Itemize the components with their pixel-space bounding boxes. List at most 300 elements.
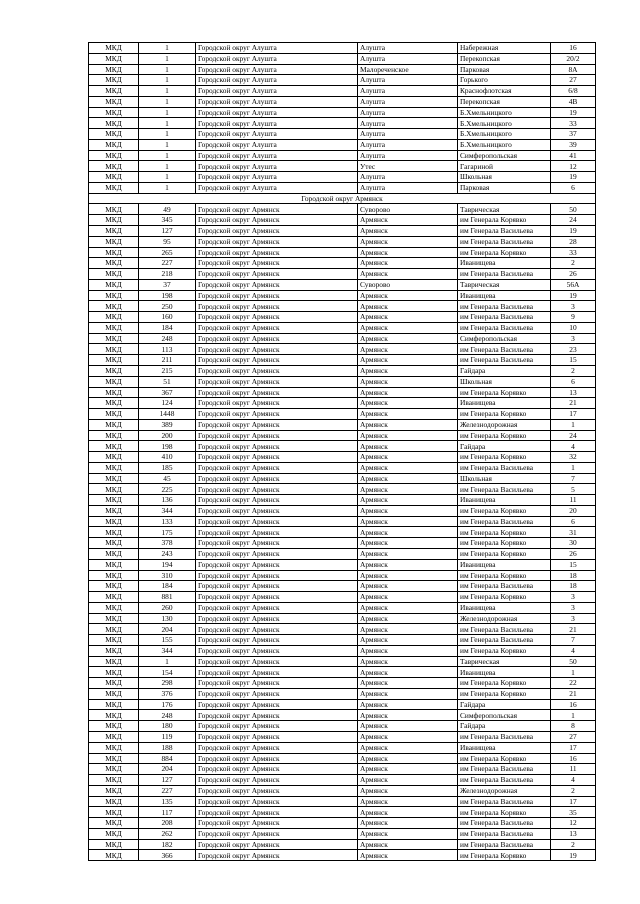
- district-cell: Городской округ Армянск: [196, 247, 358, 258]
- settlement-cell: Армянск: [358, 333, 458, 344]
- settlement-cell: Армянск: [358, 344, 458, 355]
- house-number-cell: 4: [551, 775, 596, 786]
- street-cell: Б.Хмельницкого: [458, 129, 551, 140]
- table-row: [89, 247, 596, 258]
- settlement-cell: Армянск: [358, 581, 458, 592]
- count-cell: 184: [139, 581, 196, 592]
- house-number-cell: 3: [551, 333, 596, 344]
- type-cell: МКД: [89, 581, 139, 592]
- count-cell: 155: [139, 635, 196, 646]
- table-row: [89, 355, 596, 366]
- settlement-cell: Армянск: [358, 678, 458, 689]
- count-cell: 1: [139, 86, 196, 97]
- table-row: [89, 753, 596, 764]
- street-cell: им Генерала Корявко: [458, 430, 551, 441]
- table-row: [89, 710, 596, 721]
- street-cell: Б.Хмельницкого: [458, 107, 551, 118]
- district-cell: Городской округ Армянск: [196, 527, 358, 538]
- table-row: [89, 441, 596, 452]
- district-cell: Городской округ Алушта: [196, 129, 358, 140]
- table-row: [89, 505, 596, 516]
- house-number-cell: 3: [551, 613, 596, 624]
- table-row: [89, 796, 596, 807]
- count-cell: 185: [139, 462, 196, 473]
- settlement-cell: Армянск: [358, 753, 458, 764]
- district-cell: Городской округ Армянск: [196, 495, 358, 506]
- table-row: [89, 118, 596, 129]
- house-number-cell: 12: [551, 161, 596, 172]
- count-cell: 135: [139, 796, 196, 807]
- count-cell: 344: [139, 645, 196, 656]
- count-cell: 204: [139, 624, 196, 635]
- street-cell: им Генерала Корявко: [458, 452, 551, 463]
- house-number-cell: 1: [551, 710, 596, 721]
- count-cell: 344: [139, 505, 196, 516]
- type-cell: МКД: [89, 172, 139, 183]
- table-row: [89, 624, 596, 635]
- house-number-cell: 16: [551, 43, 596, 54]
- table-row: [89, 139, 596, 150]
- street-cell: им Генерала Васильева: [458, 828, 551, 839]
- house-number-cell: 6: [551, 376, 596, 387]
- table-row: [89, 258, 596, 269]
- street-cell: им Генерала Корявко: [458, 645, 551, 656]
- street-cell: Перекопская: [458, 96, 551, 107]
- district-cell: Городской округ Армянск: [196, 785, 358, 796]
- type-cell: МКД: [89, 732, 139, 743]
- settlement-cell: Алушта: [358, 129, 458, 140]
- district-cell: Городской округ Армянск: [196, 624, 358, 635]
- settlement-cell: Армянск: [358, 699, 458, 710]
- settlement-cell: Армянск: [358, 807, 458, 818]
- district-cell: Городской округ Армянск: [196, 376, 358, 387]
- house-number-cell: 12: [551, 818, 596, 829]
- type-cell: МКД: [89, 236, 139, 247]
- type-cell: МКД: [89, 721, 139, 732]
- table-row: [89, 322, 596, 333]
- house-number-cell: 2: [551, 365, 596, 376]
- type-cell: МКД: [89, 484, 139, 495]
- type-cell: МКД: [89, 258, 139, 269]
- count-cell: 130: [139, 613, 196, 624]
- settlement-cell: Утес: [358, 161, 458, 172]
- house-number-cell: 18: [551, 570, 596, 581]
- type-cell: МКД: [89, 215, 139, 226]
- street-cell: Парковая: [458, 182, 551, 193]
- street-cell: им Генерала Васильева: [458, 796, 551, 807]
- street-cell: им Генерала Корявко: [458, 505, 551, 516]
- street-cell: Таврическая: [458, 279, 551, 290]
- table-row: [89, 462, 596, 473]
- settlement-cell: Армянск: [358, 247, 458, 258]
- count-cell: 1: [139, 96, 196, 107]
- district-cell: Городской округ Армянск: [196, 839, 358, 850]
- settlement-cell: Армянск: [358, 376, 458, 387]
- house-number-cell: 19: [551, 107, 596, 118]
- table-row: [89, 452, 596, 463]
- settlement-cell: Армянск: [358, 505, 458, 516]
- house-number-cell: 24: [551, 430, 596, 441]
- settlement-cell: Армянск: [358, 624, 458, 635]
- street-cell: Таврическая: [458, 204, 551, 215]
- house-number-cell: 26: [551, 269, 596, 280]
- house-number-cell: 50: [551, 656, 596, 667]
- type-cell: МКД: [89, 667, 139, 678]
- settlement-cell: Армянск: [358, 290, 458, 301]
- settlement-cell: Армянск: [358, 355, 458, 366]
- district-cell: Городской округ Армянск: [196, 322, 358, 333]
- type-cell: МКД: [89, 322, 139, 333]
- district-cell: Городской округ Алушта: [196, 161, 358, 172]
- type-cell: МКД: [89, 850, 139, 861]
- street-cell: им Генерала Васильева: [458, 818, 551, 829]
- district-cell: Городской округ Армянск: [196, 441, 358, 452]
- settlement-cell: Армянск: [358, 215, 458, 226]
- table-row: [89, 290, 596, 301]
- district-cell: Городской округ Алушта: [196, 53, 358, 64]
- district-cell: Городской округ Алушта: [196, 182, 358, 193]
- count-cell: 1: [139, 656, 196, 667]
- house-number-cell: 19: [551, 226, 596, 237]
- district-cell: Городской округ Армянск: [196, 581, 358, 592]
- house-number-cell: 10: [551, 322, 596, 333]
- settlement-cell: Армянск: [358, 365, 458, 376]
- district-cell: Городской округ Армянск: [196, 344, 358, 355]
- house-number-cell: 3: [551, 301, 596, 312]
- table-row: [89, 333, 596, 344]
- house-number-cell: 17: [551, 409, 596, 420]
- street-cell: Гайдара: [458, 699, 551, 710]
- count-cell: 154: [139, 667, 196, 678]
- count-cell: 180: [139, 721, 196, 732]
- district-cell: Городской округ Армянск: [196, 548, 358, 559]
- house-number-cell: 17: [551, 742, 596, 753]
- type-cell: МКД: [89, 710, 139, 721]
- district-cell: Городской округ Армянск: [196, 828, 358, 839]
- type-cell: МКД: [89, 387, 139, 398]
- settlement-cell: Армянск: [358, 419, 458, 430]
- settlement-cell: Армянск: [358, 645, 458, 656]
- table-row: [89, 570, 596, 581]
- street-cell: Школьная: [458, 376, 551, 387]
- house-number-cell: 1: [551, 462, 596, 473]
- district-cell: Городской округ Армянск: [196, 688, 358, 699]
- house-number-cell: 21: [551, 624, 596, 635]
- count-cell: 881: [139, 592, 196, 603]
- count-cell: 208: [139, 818, 196, 829]
- settlement-cell: Армянск: [358, 742, 458, 753]
- table-row: [89, 86, 596, 97]
- district-cell: Городской округ Армянск: [196, 462, 358, 473]
- house-number-cell: 22: [551, 678, 596, 689]
- type-cell: МКД: [89, 75, 139, 86]
- count-cell: 95: [139, 236, 196, 247]
- street-cell: им Генерала Корявко: [458, 247, 551, 258]
- type-cell: МКД: [89, 785, 139, 796]
- street-cell: им Генерала Васильева: [458, 624, 551, 635]
- type-cell: МКД: [89, 678, 139, 689]
- count-cell: 184: [139, 322, 196, 333]
- count-cell: 127: [139, 226, 196, 237]
- settlement-cell: Алушта: [358, 107, 458, 118]
- house-number-cell: 37: [551, 129, 596, 140]
- settlement-cell: Армянск: [358, 312, 458, 323]
- type-cell: МКД: [89, 764, 139, 775]
- count-cell: 182: [139, 839, 196, 850]
- street-cell: Иванищева: [458, 290, 551, 301]
- street-cell: им Генерала Корявко: [458, 387, 551, 398]
- table-row: [89, 161, 596, 172]
- street-cell: Симферопольская: [458, 710, 551, 721]
- type-cell: МКД: [89, 495, 139, 506]
- table-row: [89, 613, 596, 624]
- district-cell: Городской округ Алушта: [196, 64, 358, 75]
- street-cell: Железнодорожная: [458, 419, 551, 430]
- table-row: [89, 150, 596, 161]
- count-cell: 1: [139, 139, 196, 150]
- district-cell: Городской округ Армянск: [196, 710, 358, 721]
- district-cell: Городской округ Армянск: [196, 409, 358, 420]
- settlement-cell: Алушта: [358, 96, 458, 107]
- district-cell: Городской округ Армянск: [196, 559, 358, 570]
- type-cell: МКД: [89, 419, 139, 430]
- count-cell: 136: [139, 495, 196, 506]
- count-cell: 243: [139, 548, 196, 559]
- street-cell: Перекопская: [458, 53, 551, 64]
- count-cell: 215: [139, 365, 196, 376]
- house-number-cell: 1: [551, 667, 596, 678]
- table-row: [89, 430, 596, 441]
- district-cell: Городской округ Алушта: [196, 43, 358, 54]
- district-cell: Городской округ Армянск: [196, 333, 358, 344]
- house-number-cell: 11: [551, 764, 596, 775]
- table-row: [89, 269, 596, 280]
- house-number-cell: 32: [551, 452, 596, 463]
- count-cell: 1: [139, 172, 196, 183]
- count-cell: 45: [139, 473, 196, 484]
- settlement-cell: Армянск: [358, 387, 458, 398]
- house-number-cell: 8А: [551, 64, 596, 75]
- settlement-cell: Армянск: [358, 850, 458, 861]
- count-cell: 884: [139, 753, 196, 764]
- section-header-row: [89, 193, 596, 204]
- street-cell: им Генерала Корявко: [458, 850, 551, 861]
- count-cell: 113: [139, 344, 196, 355]
- street-cell: им Генерала Корявко: [458, 753, 551, 764]
- count-cell: 345: [139, 215, 196, 226]
- count-cell: 204: [139, 764, 196, 775]
- district-cell: Городской округ Армянск: [196, 452, 358, 463]
- type-cell: МКД: [89, 247, 139, 258]
- count-cell: 227: [139, 258, 196, 269]
- settlement-cell: Армянск: [358, 452, 458, 463]
- table-row: [89, 828, 596, 839]
- table-row: [89, 107, 596, 118]
- type-cell: МКД: [89, 699, 139, 710]
- district-cell: Городской округ Армянск: [196, 215, 358, 226]
- street-cell: им Генерала Васильева: [458, 581, 551, 592]
- street-cell: им Генерала Васильева: [458, 344, 551, 355]
- street-cell: им Генерала Васильева: [458, 484, 551, 495]
- type-cell: МКД: [89, 365, 139, 376]
- count-cell: 225: [139, 484, 196, 495]
- table-row: [89, 182, 596, 193]
- count-cell: 1: [139, 53, 196, 64]
- count-cell: 248: [139, 333, 196, 344]
- house-number-cell: 7: [551, 473, 596, 484]
- count-cell: 198: [139, 290, 196, 301]
- house-number-cell: 17: [551, 796, 596, 807]
- house-number-cell: 4: [551, 441, 596, 452]
- count-cell: 248: [139, 710, 196, 721]
- district-cell: Городской округ Алушта: [196, 75, 358, 86]
- settlement-cell: Армянск: [358, 538, 458, 549]
- table-row: [89, 344, 596, 355]
- count-cell: 1: [139, 161, 196, 172]
- house-number-cell: 3: [551, 602, 596, 613]
- district-cell: Городской округ Армянск: [196, 807, 358, 818]
- type-cell: МКД: [89, 635, 139, 646]
- settlement-cell: Армянск: [358, 473, 458, 484]
- house-number-cell: 5: [551, 484, 596, 495]
- housing-table: [88, 42, 596, 861]
- street-cell: Иванищева: [458, 258, 551, 269]
- street-cell: им Генерала Васильева: [458, 322, 551, 333]
- street-cell: Таврическая: [458, 656, 551, 667]
- type-cell: МКД: [89, 312, 139, 323]
- district-cell: Городской округ Армянск: [196, 279, 358, 290]
- count-cell: 410: [139, 452, 196, 463]
- table-row: [89, 484, 596, 495]
- count-cell: 1: [139, 118, 196, 129]
- type-cell: МКД: [89, 64, 139, 75]
- settlement-cell: Армянск: [358, 570, 458, 581]
- table-row: [89, 64, 596, 75]
- settlement-cell: Алушта: [358, 150, 458, 161]
- type-cell: МКД: [89, 473, 139, 484]
- table-row: [89, 398, 596, 409]
- count-cell: 119: [139, 732, 196, 743]
- street-cell: им Генерала Васильева: [458, 301, 551, 312]
- settlement-cell: Армянск: [358, 839, 458, 850]
- count-cell: 1: [139, 43, 196, 54]
- type-cell: МКД: [89, 441, 139, 452]
- settlement-cell: Армянск: [358, 322, 458, 333]
- street-cell: Школьная: [458, 172, 551, 183]
- street-cell: Иванищева: [458, 667, 551, 678]
- settlement-cell: Армянск: [358, 775, 458, 786]
- settlement-cell: Армянск: [358, 667, 458, 678]
- type-cell: МКД: [89, 344, 139, 355]
- type-cell: МКД: [89, 226, 139, 237]
- district-cell: Городской округ Армянск: [196, 258, 358, 269]
- count-cell: 218: [139, 269, 196, 280]
- district-cell: Городской округ Армянск: [196, 699, 358, 710]
- district-cell: Городской округ Армянск: [196, 742, 358, 753]
- table-row: [89, 419, 596, 430]
- street-cell: Железнодорожная: [458, 785, 551, 796]
- count-cell: 194: [139, 559, 196, 570]
- type-cell: МКД: [89, 839, 139, 850]
- table-row: [89, 742, 596, 753]
- type-cell: МКД: [89, 86, 139, 97]
- district-cell: Городской округ Армянск: [196, 398, 358, 409]
- count-cell: 127: [139, 775, 196, 786]
- type-cell: МКД: [89, 290, 139, 301]
- house-number-cell: 24: [551, 215, 596, 226]
- settlement-cell: Алушта: [358, 139, 458, 150]
- count-cell: 51: [139, 376, 196, 387]
- type-cell: МКД: [89, 43, 139, 54]
- type-cell: МКД: [89, 409, 139, 420]
- street-cell: им Генерала Васильева: [458, 516, 551, 527]
- house-number-cell: 30: [551, 538, 596, 549]
- house-number-cell: 33: [551, 118, 596, 129]
- street-cell: Иванищева: [458, 742, 551, 753]
- house-number-cell: 2: [551, 258, 596, 269]
- house-number-cell: 27: [551, 732, 596, 743]
- type-cell: МКД: [89, 182, 139, 193]
- settlement-cell: Армянск: [358, 559, 458, 570]
- count-cell: 175: [139, 527, 196, 538]
- settlement-cell: Армянск: [358, 527, 458, 538]
- street-cell: им Генерала Васильева: [458, 355, 551, 366]
- street-cell: им Генерала Корявко: [458, 807, 551, 818]
- district-cell: Городской округ Армянск: [196, 635, 358, 646]
- house-number-cell: 19: [551, 172, 596, 183]
- house-number-cell: 16: [551, 753, 596, 764]
- district-cell: Городской округ Армянск: [196, 516, 358, 527]
- table-row: [89, 516, 596, 527]
- house-number-cell: 18: [551, 581, 596, 592]
- count-cell: 260: [139, 602, 196, 613]
- settlement-cell: Армянск: [358, 710, 458, 721]
- street-cell: им Генерала Корявко: [458, 688, 551, 699]
- house-number-cell: 27: [551, 75, 596, 86]
- count-cell: 250: [139, 301, 196, 312]
- type-cell: МКД: [89, 161, 139, 172]
- district-cell: Городской округ Армянск: [196, 484, 358, 495]
- count-cell: 1: [139, 75, 196, 86]
- table-row: [89, 538, 596, 549]
- type-cell: МКД: [89, 624, 139, 635]
- type-cell: МКД: [89, 775, 139, 786]
- district-cell: Городской округ Армянск: [196, 592, 358, 603]
- district-cell: Городской округ Армянск: [196, 775, 358, 786]
- street-cell: Школьная: [458, 473, 551, 484]
- house-number-cell: 41: [551, 150, 596, 161]
- table-row: [89, 581, 596, 592]
- settlement-cell: Армянск: [358, 462, 458, 473]
- street-cell: им Генерала Васильева: [458, 839, 551, 850]
- district-cell: Городской округ Армянск: [196, 732, 358, 743]
- house-number-cell: 8: [551, 721, 596, 732]
- settlement-cell: Армянск: [358, 258, 458, 269]
- type-cell: МКД: [89, 505, 139, 516]
- settlement-cell: Армянск: [358, 828, 458, 839]
- district-cell: Городской округ Армянск: [196, 269, 358, 280]
- street-cell: Гагариной: [458, 161, 551, 172]
- table-row: [89, 376, 596, 387]
- settlement-cell: Армянск: [358, 721, 458, 732]
- count-cell: 1: [139, 129, 196, 140]
- table-row: [89, 96, 596, 107]
- house-number-cell: 28: [551, 236, 596, 247]
- count-cell: 367: [139, 387, 196, 398]
- settlement-cell: Алушта: [358, 53, 458, 64]
- house-number-cell: 26: [551, 548, 596, 559]
- type-cell: МКД: [89, 807, 139, 818]
